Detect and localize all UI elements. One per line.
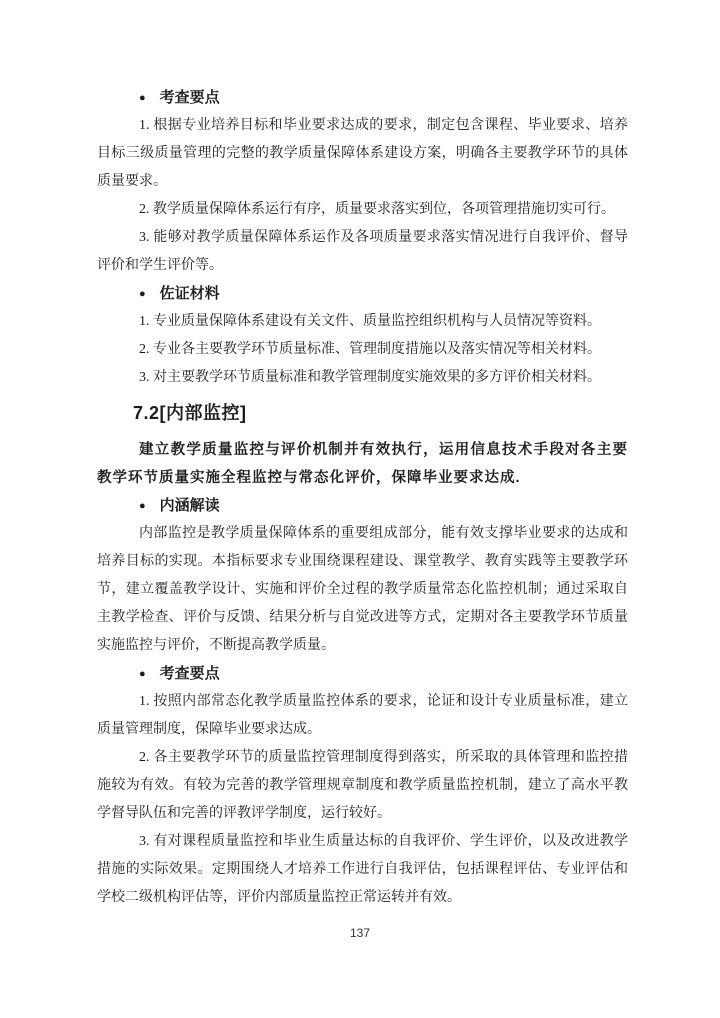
paragraph: 3. 有对课程质量监控和毕业生质量达标的自我评价、学生评价，以及改进教学措施的实际效果。定期围绕人才培养工作进行自我评估，包括课程评估、专业评估和学校二级机构评估等，评价内部质量监控正常运转并有效。 (97, 834, 628, 905)
bullet-icon: ● (139, 668, 146, 680)
paragraph: 1. 按照内部常态化教学质量监控体系的要求，论证和设计专业质量标准，建立质量管理制度，保障毕业要求达成。 (97, 694, 628, 737)
bullet-heading-exam-points-1 (97, 84, 628, 112)
section-heading-7-2: 7.2[内部监控] (133, 403, 247, 423)
bullet-heading-label: 佐证材料 (159, 286, 220, 302)
document-content (97, 84, 628, 912)
bullet-icon: ● (139, 288, 146, 300)
bullet-heading-label: 考查要点 (159, 666, 220, 682)
paragraph: 2. 各主要教学环节的质量监控管理制度得到落实，所采取的具体管理和监控措施较为有效。有较为完善的教学管理规章制度和教学质量监控机制，建立了高水平教学督导队伍和完善的评教评学制度，运行较好。 (97, 750, 628, 821)
bullet-heading-label: 内涵解读 (159, 498, 220, 514)
bullet-heading-evidence-materials (97, 280, 628, 308)
bullet-heading-label: 考查要点 (159, 90, 220, 106)
paragraph: 1. 根据专业培养目标和毕业要求达成的要求，制定包含课程、毕业要求、培养目标三级质量管理的完整的教学质量保障体系建设方案，明确各主要教学环节的具体质量要求。 (97, 118, 628, 189)
bold-intro-paragraph: 建立教学质量监控与评价机制并有效执行，运用信息技术手段对各主要教学环节质量实施全程监控与常态化评价，保障毕业要求达成. (97, 442, 628, 486)
bullet-icon: ● (139, 92, 146, 104)
paragraph: 1. 专业质量保障体系建设有关文件、质量监控组织机构与人员情况等资料。 (139, 314, 601, 329)
paragraph: 3. 对主要教学环节质量标准和教学管理制度实施效果的多方评价相关材料。 (139, 370, 601, 385)
bullet-icon: ● (139, 500, 146, 512)
bullet-heading-connotation (97, 492, 628, 520)
paragraph: 2. 教学质量保障体系运行有序，质量要求落实到位，各项管理措施切实可行。 (139, 202, 615, 217)
paragraph: 2. 专业各主要教学环节质量标准、管理制度措施以及落实情况等相关材料。 (139, 342, 601, 357)
paragraph: 内部监控是教学质量保障体系的重要组成部分，能有效支撑毕业要求的达成和培养目标的实现。本指标要求专业围绕课程建设、课堂教学、教育实践等主要教学环节，建立覆盖教学设计、实施和评价全过程的教学质量常态化监控机制；通过采取自主教学检查、评价与反馈、结果分析与自觉改进等方式，定期对各主要教学环节质量实施监控与评价，不断提高教学质量。 (97, 526, 628, 653)
bullet-heading-exam-points-2 (97, 660, 628, 688)
page-number: 137 (349, 926, 371, 940)
paragraph: 3. 能够对教学质量保障体系运作及各项质量要求落实情况进行自我评价、督导评价和学生评价等。 (97, 230, 628, 273)
